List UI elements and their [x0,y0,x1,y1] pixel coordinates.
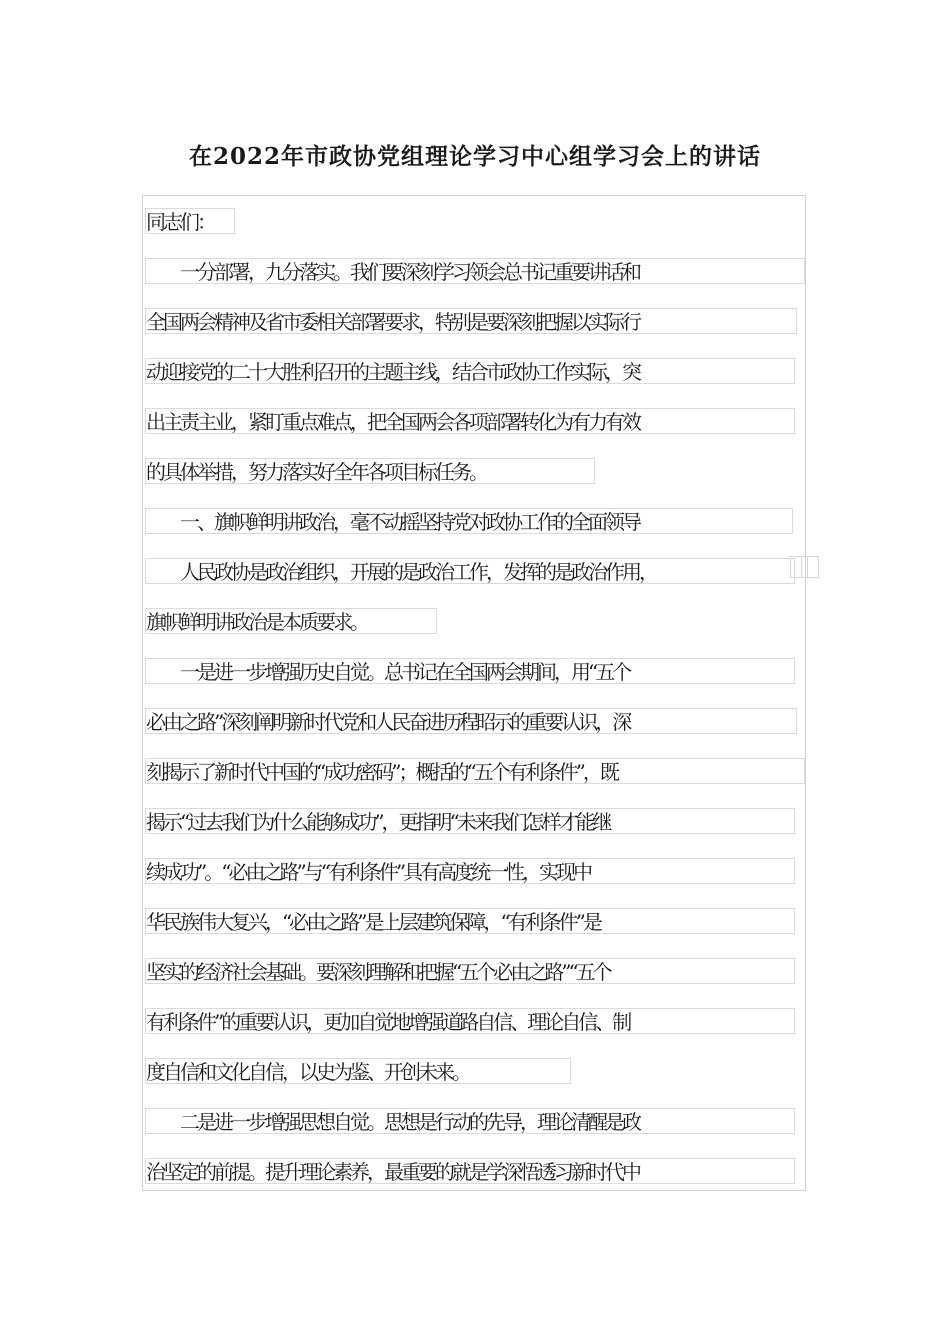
paragraph-line: 必由之路”深刻阐明新时代党和人民奋进历程昭示的重要认识，深 [146,710,630,734]
paragraph-line: 旗帜鲜明讲政治是本质要求。 [146,610,367,634]
section-heading: 一、旗帜鲜明讲政治，毫不动摇坚持党对政协工作的全面领导 [146,510,639,534]
paragraph-line: 动迎接党的二十大胜利召开的主题主线，结合市政协工作实际，突 [146,360,639,384]
paragraph-line: 有利条件”的重要认识，更加自觉地增强道路自信、理论自信、制 [146,1010,630,1034]
paragraph-line: 一分部署，九分落实。我们要深刻学习领会总书记重要讲话和 [146,260,639,284]
paragraph-line: 同志们： [146,210,214,234]
content-frame [142,195,806,1191]
paragraph-line: 续成功”。“必由之路”与“有利条件”具有高度统一性，实现中 [146,860,591,884]
paragraph-line: 一是进一步增强历史自觉。总书记在全国两会期间，用“五个 [146,660,630,684]
paragraph-line: 全国两会精神及省市委相关部署要求，特别是要深刻把握以实际行 [146,310,639,334]
paragraph-line: 二是进一步增强思想自觉。思想是行动的先导，理论清醒是政 [146,1110,639,1134]
paragraph-line: 人民政协是政治组织，开展的是政治工作，发挥的是政治作用， [146,560,656,584]
paragraph-line: 的具体举措，努力落实好全年各项目标任务。 [146,460,486,484]
paragraph-line: 度自信和文化自信，以史为鉴、开创未来。 [146,1060,469,1084]
paragraph-line: 华民族伟大复兴，“必由之路”是上层建筑保障，“有利条件”是 [146,910,600,934]
paragraph-line: 治坚定的前提。提升理论素养，最重要的就是学深悟透习新时代中 [146,1160,639,1184]
document-title: 在2022年市政协党组理论学习中心组学习会上的讲话 [188,143,761,170]
paragraph-line: 坚实的经济社会基础。要深刻理解和把握“五个必由之路”“五个 [146,960,610,984]
paragraph-line: 刻揭示了新时代中国的“成功密码”；概括的“五个有利条件”，既 [146,760,617,784]
paragraph-line: 揭示“过去我们为什么能够成功”，更指明“未来我们怎样才能继 [146,810,610,834]
paragraph-line: 出主责主业，紧盯重点难点，把全国两会各项部署转化为有力有效 [146,410,639,434]
